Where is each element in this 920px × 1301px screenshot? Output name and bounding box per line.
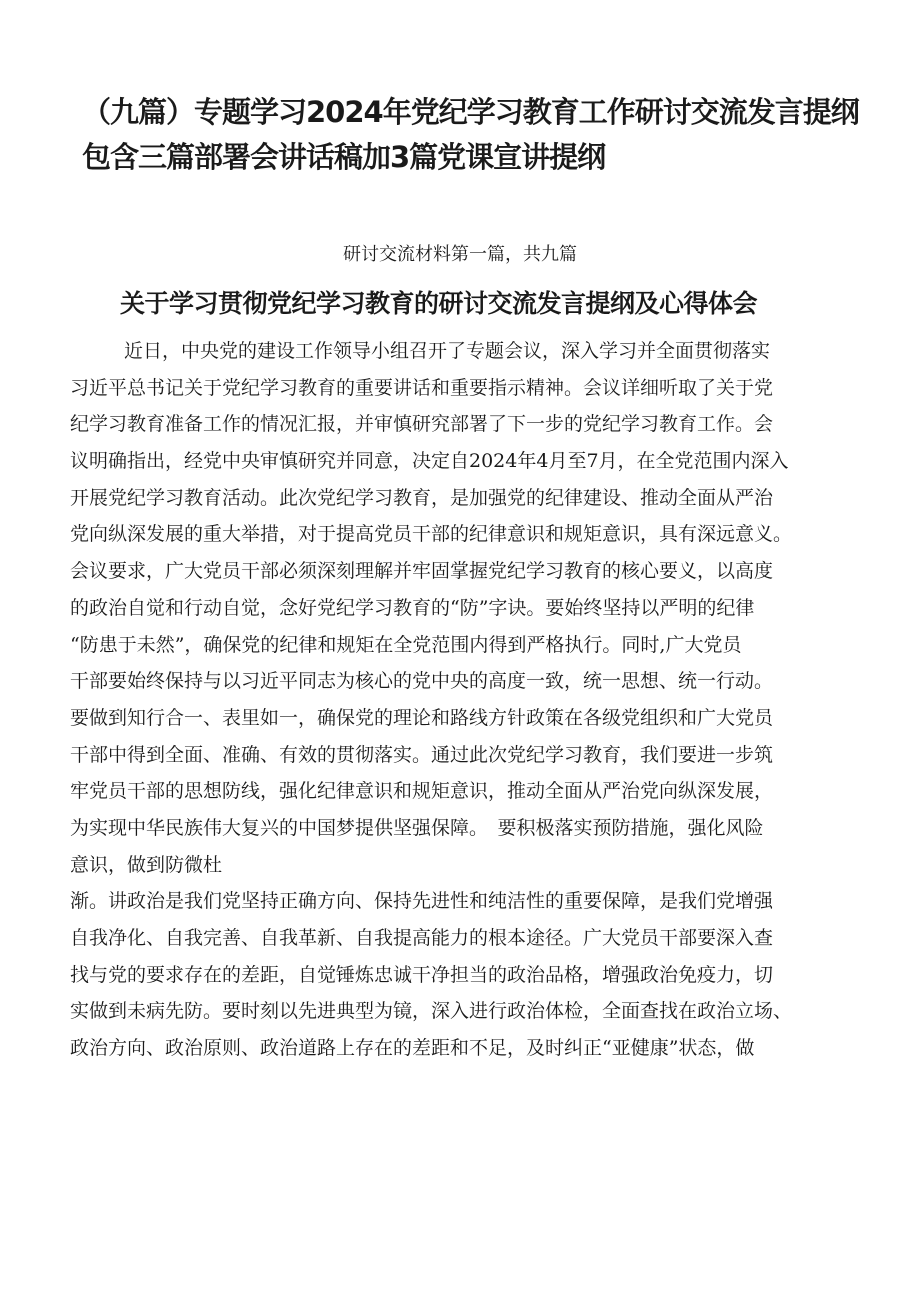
section-title: 关于学习贯彻党纪学习教育的研讨交流发言提纲及心得体会 (120, 289, 758, 318)
body-line: 意识，做到防微杜 (70, 853, 223, 876)
body-line: 干部中得到全面、准确、有效的贯彻落实。通过此次党纪学习教育，我们要进一步筑 (70, 743, 774, 766)
body-line: 牢党员干部的思想防线，强化纪律意识和规矩意识，推动全面从严治党向纵深发展， (70, 780, 774, 803)
body-line: 党向纵深发展的重大举措，对于提高党员干部的纪律意识和规矩意识，具有深远意义。 (70, 523, 793, 546)
body-line: 为实现中华民族伟大复兴的中国梦提供坚强保障。 要积极落实预防措施，强化风险 (70, 816, 764, 839)
body-line: 找与党的要求存在的差距，自觉锤炼忠诚干净担当的政治品格，增强政治免疫力，切 (70, 963, 774, 986)
body-line: 自我净化、自我完善、自我革新、自我提高能力的根本途径。广大党员干部要深入查 (70, 927, 774, 949)
body-line: 纪学习教育准备工作的情况汇报，并审慎研究部署了下一步的党纪学习教育工作。会 (70, 413, 774, 436)
body-line: 会议要求，广大党员干部必须深刻理解并牢固掌握党纪学习教育的核心要义，以高度 (70, 560, 774, 583)
body-line: 开展党纪学习教育活动。此次党纪学习教育，是加强党的纪律建设、推动全面从严治 (70, 486, 774, 509)
body-line: 的政治自觉和行动自觉，念好党纪学习教育的“防”字诀。要始终坚持以严明的纪律 (70, 596, 755, 619)
body-line: 渐。讲政治是我们党坚持正确方向、保持先进性和纯洁性的重要保障，是我们党增强 (70, 890, 774, 913)
body-line: 议明确指出，经党中央审慎研究并同意，决定自2024年4月至7月，在全党范围内深入 (70, 450, 789, 473)
body-line: 近日，中央党的建设工作领导小组召开了专题会议，深入学习并全面贯彻落实 (124, 340, 771, 362)
body-line: 要做到知行合一、表里如一，确保党的理论和路线方针政策在各级党组织和广大党员 (70, 706, 774, 729)
document-title: （九篇）专题学习2024年党纪学习教育工作研讨交流发言提纲包含三篇部署会讲话稿加3篇党课宣讲提纲 (82, 95, 859, 174)
body-text (70, 333, 870, 1067)
section-subheading: 研讨交流材料第一篇，共九篇 (343, 244, 577, 265)
body-line: 政治方向、政治原则、政治道路上存在的差距和不足，及时纠正“亚健康”状态，做 (70, 1037, 755, 1060)
body-line: 干部要始终保持与以习近平同志为核心的党中央的高度一致，统一思想、统一行动。 (70, 670, 774, 693)
body-line: 实做到未病先防。要时刻以先进典型为镜，深入进行政治体检，全面查找在政治立场、 (70, 1000, 793, 1023)
body-line: “防患于未然”，确保党的纪律和规矩在全党范围内得到严格执行。同时,广大党员 (70, 633, 742, 656)
body-line: 习近平总书记关于党纪学习教育的重要讲话和重要指示精神。会议详细听取了关于党 (70, 376, 774, 399)
